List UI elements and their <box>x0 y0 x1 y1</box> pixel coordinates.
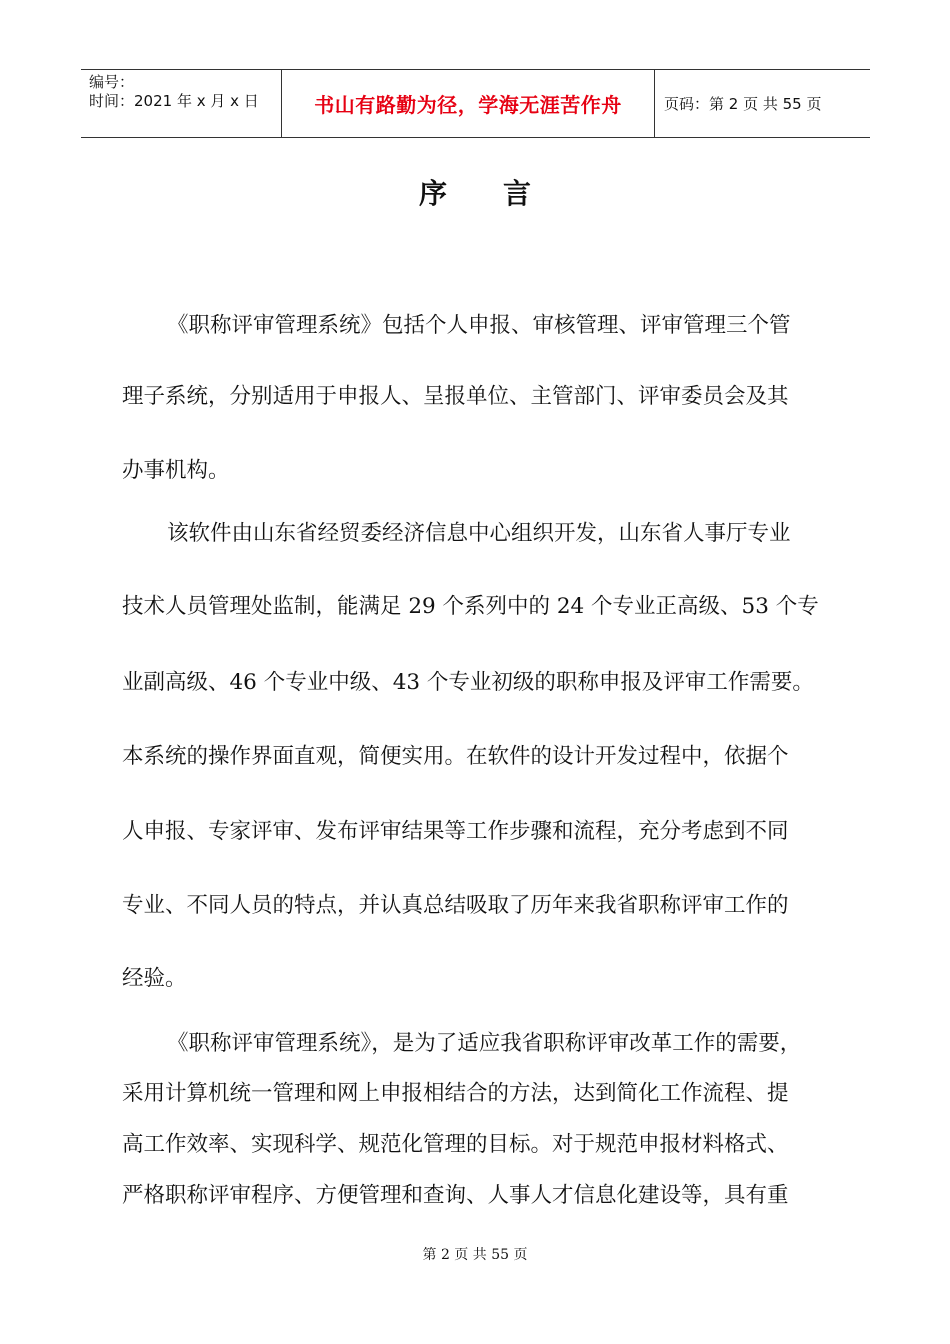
body-line: 人申报、专家评审、发布评审结果等工作步骤和流程，充分考虑到不同 <box>122 819 789 844</box>
body-line: 理子系统，分别适用于申报人、呈报单位、主管部门、评审委员会及其 <box>122 384 789 409</box>
header-page-cell <box>655 70 870 137</box>
header-motto-cell <box>281 70 655 137</box>
body-line: 采用计算机统一管理和网上申报相结合的方法，达到简化工作流程、提 <box>122 1081 789 1106</box>
header-motto: 书山有路勤为径，学海无涯苦作舟 <box>314 93 622 117</box>
body-line: 经验。 <box>122 966 187 991</box>
page-footer: 第 2 页 共 55 页 <box>422 1247 528 1263</box>
body-line: 《职称评审管理系统》，是为了适应我省职称评审改革工作的需要， <box>167 1031 802 1056</box>
document-time-label: 时间：2021 年 x 月 x 日 <box>89 92 259 110</box>
body-line: 技术人员管理处监制，能满足 29 个系列中的 24 个专业正高级、53 个专 <box>122 594 819 619</box>
page-title: 序言 <box>418 177 587 210</box>
document-number-label: 编号： <box>89 73 135 91</box>
body-line: 办事机构。 <box>122 458 230 483</box>
document-header <box>81 69 870 138</box>
body-line: 该软件由山东省经贸委经济信息中心组织开发，山东省人事厅专业 <box>167 521 791 546</box>
header-page-code: 页码：第 2 页 共 55 页 <box>664 95 822 113</box>
body-line: 业副高级、46 个专业中级、43 个专业初级的职称申报及评审工作需要。 <box>122 670 814 695</box>
body-line: 高工作效率、实现科学、规范化管理的目标。对于规范申报材料格式、 <box>122 1132 789 1157</box>
body-line: 《职称评审管理系统》包括个人申报、审核管理、评审管理三个管 <box>167 313 791 338</box>
body-line: 本系统的操作界面直观，简便实用。在软件的设计开发过程中，依据个 <box>122 744 789 769</box>
header-meta <box>81 70 281 137</box>
body-line: 严格职称评审程序、方便管理和查询、人事人才信息化建设等，具有重 <box>122 1183 789 1208</box>
body-line: 专业、不同人员的特点，并认真总结吸取了历年来我省职称评审工作的 <box>122 893 789 918</box>
